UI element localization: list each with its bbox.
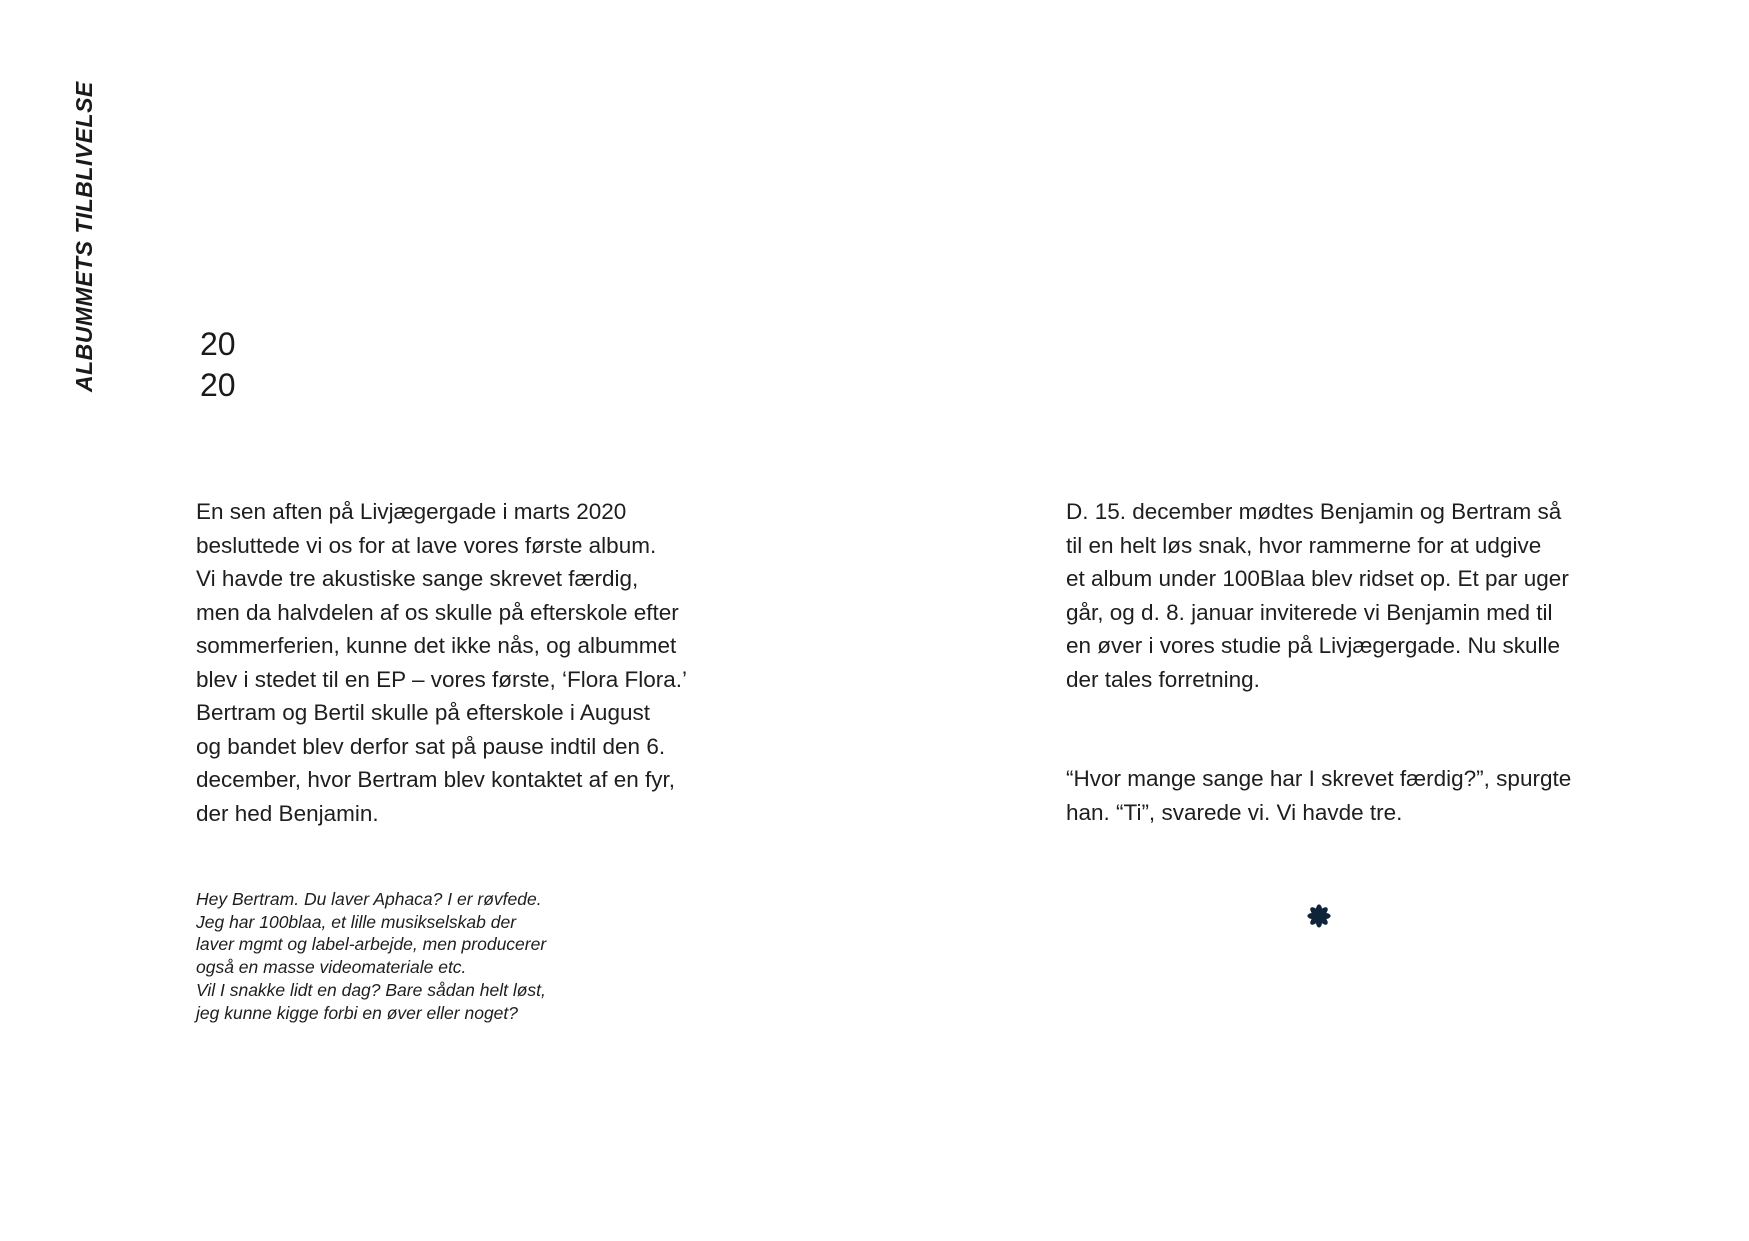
text-line: der hed Benjamin. <box>196 800 379 826</box>
text-line: “Hvor mange sange har I skrevet færdig?”, spurgte <box>1066 766 1572 791</box>
year-heading <box>200 324 236 406</box>
text-line: der tales forretning. <box>1066 666 1260 692</box>
text-line: Bertram og Bertil skulle på efterskole i August <box>196 700 650 725</box>
text-line: blev i stedet til en EP – vores første, ‘Flora Flora.’ <box>196 666 688 692</box>
year-line-2: 20 <box>200 367 236 403</box>
text-line: til en helt løs snak, hvor rammerne for at udgive <box>1066 532 1542 558</box>
text-line: Vi havde tre akustiske sange skrevet færdig, <box>196 566 639 591</box>
quote-line: jeg kunne kigge forbi en øver eller noget? <box>196 1002 519 1023</box>
text-line: men da halvdelen af os skulle på efterskole efter <box>196 599 679 625</box>
text-line: et album under 100Blaa blev ridset op. Et par uger <box>1066 566 1569 591</box>
text-line: december, hvor Bertram blev kontaktet af en fyr, <box>196 767 675 792</box>
quote-line: Jeg har 100blaa, et lille musikselskab der <box>196 911 517 932</box>
text-line: sommerferien, kunne det ikke nås, og albummet <box>196 633 677 658</box>
text-line: og bandet blev derfor sat på pause indtil den 6. <box>196 733 666 759</box>
right-paragraph-1 <box>1066 495 1569 696</box>
text-line: går, og d. 8. januar inviterede vi Benjamin med til <box>1066 599 1553 625</box>
asterisk-flower-icon <box>1307 904 1331 928</box>
text-line: besluttede vi os for at lave vores første album. <box>196 532 657 558</box>
left-paragraph <box>196 495 687 830</box>
text-line: D. 15. december mødtes Benjamin og Bertram så <box>1066 499 1562 524</box>
message-quote <box>196 888 546 1024</box>
quote-line: Hey Bertram. Du laver Aphaca? I er røvfede. <box>196 889 542 909</box>
quote-line: også en masse videomateriale etc. <box>196 957 467 978</box>
year-line-1: 20 <box>200 326 236 362</box>
text-line: En sen aften på Livjægergade i marts 2020 <box>196 499 627 524</box>
section-title: ALBUMMETS TILBLIVELSE <box>71 81 97 392</box>
text-line: en øver i vores studie på Livjægergade. Nu skulle <box>1066 633 1561 658</box>
quote-line: laver mgmt og label-arbejde, men producerer <box>196 934 547 955</box>
text-line: han. “Ti”, svarede vi. Vi havde tre. <box>1066 799 1403 825</box>
right-paragraph-2 <box>1066 762 1571 829</box>
quote-line: Vil I snakke lidt en dag? Bare sådan helt løst, <box>196 979 546 1000</box>
